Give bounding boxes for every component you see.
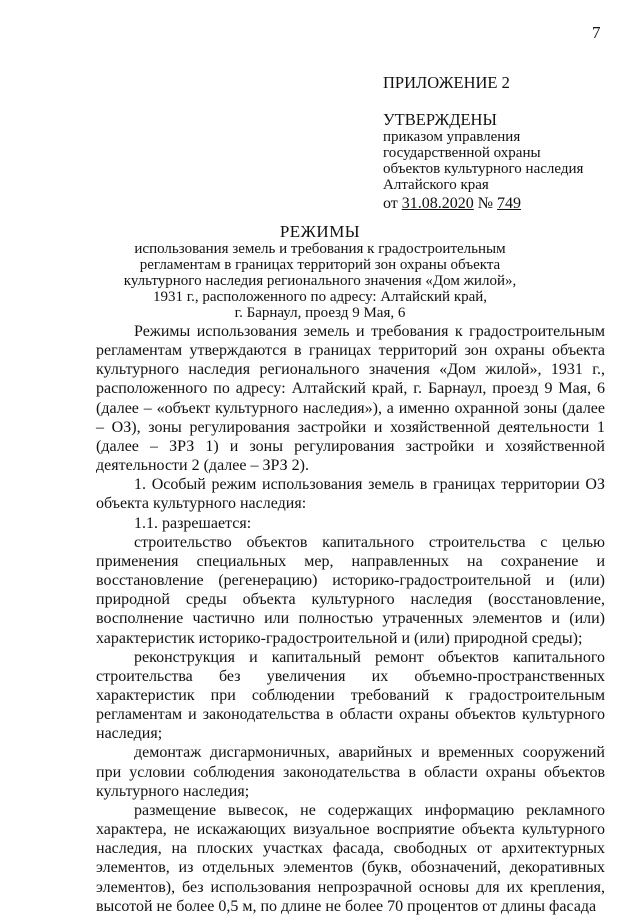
body-paragraph: размещение вывесок, не содержащих информацию рекламного характера, не искажающих визуальное восприятие объекта культурного наследия, на плоских участках фасада, свободных от архитектурных элементов, из отдельных элементов (букв, обозначений, декоративных элементов), без использования непрозрачной основы для их крепления, высотой не более 0,5 м, по длине не более 70 процентов от длины фасада bbox=[96, 801, 605, 915]
subtitle-line: г. Барнаул, проезд 9 Мая, 6 bbox=[234, 305, 406, 321]
approved-label: УТВЕРЖДЕНЫ bbox=[383, 110, 497, 129]
approval-line: Алтайского края bbox=[383, 177, 489, 193]
body-paragraph: демонтаж дисгармоничных, аварийных и временных сооружений при условии соблюдения законодательства в области охраны объектов культурного наследия; bbox=[96, 744, 605, 800]
date-prefix: от bbox=[383, 195, 398, 212]
approval-line: государственной охраны bbox=[383, 145, 541, 161]
approval-date: 31.08.2020 bbox=[401, 195, 474, 212]
body-paragraph: 1. Особый режим использования земель в границах территории ОЗ объекта культурного наследия: bbox=[96, 476, 605, 513]
approval-block bbox=[383, 129, 583, 212]
approval-number: 749 bbox=[497, 195, 522, 212]
body-paragraph: строительство объектов капитального строительства с целью применения специальных мер, направленных на сохранение и восстановление (регенерацию) историко-градостроительной и (или) природной среды объекта культурного наследия (восстановление, восполнение частично или полностью утраченных элементов и (или) характеристик историко-градостроительной и (или) природной среды); bbox=[96, 533, 605, 647]
body-paragraph: Режимы использования земель и требования к градостроительным регламентам утверждаются в границах территорий зон охраны объекта культурного наследия регионального значения «Дом жилой», 1931 г., расположенного по адресу: Алтайский край, г. Барнаул, проезд 9 Мая, 6 (далее – «объект культурного наследия»), а именно охранной зоны (далее – ОЗ), зоны регулирования застройки и хозяйственной деятельности 1 (далее – ЗРЗ 1) и зоны регулирования застройки и хозяйственной деятельности 2 (далее – ЗРЗ 2). bbox=[96, 323, 605, 475]
document-subtitle bbox=[100, 241, 540, 321]
body-paragraph: 1.1. разрешается: bbox=[134, 514, 252, 532]
number-sign: № bbox=[477, 195, 494, 212]
document-body bbox=[96, 322, 605, 916]
subtitle-line: использования земель и требования к градостроительным bbox=[134, 241, 506, 257]
subtitle-line: регламентам в границах территорий зон охраны объекта bbox=[139, 257, 501, 273]
body-paragraph: реконструкция и капитальный ремонт объектов капитального строительства без увеличения их объемно-пространственных характеристик при соблюдении требований к градостроительным регламентам и законодательства в области охраны объектов культурного наследия; bbox=[96, 648, 605, 743]
subtitle-line: культурного наследия регионального значения «Дом жилой», bbox=[123, 273, 517, 289]
appendix-label: ПРИЛОЖЕНИЕ 2 bbox=[383, 73, 510, 92]
approval-line: объектов культурного наследия bbox=[383, 161, 584, 177]
approval-date-line bbox=[383, 196, 583, 212]
subtitle-line: 1931 г., расположенного по адресу: Алтайский край, bbox=[152, 289, 488, 305]
document-title: РЕЖИМЫ bbox=[279, 222, 361, 241]
page-number: 7 bbox=[592, 23, 601, 42]
approval-line: приказом управления bbox=[383, 129, 521, 145]
